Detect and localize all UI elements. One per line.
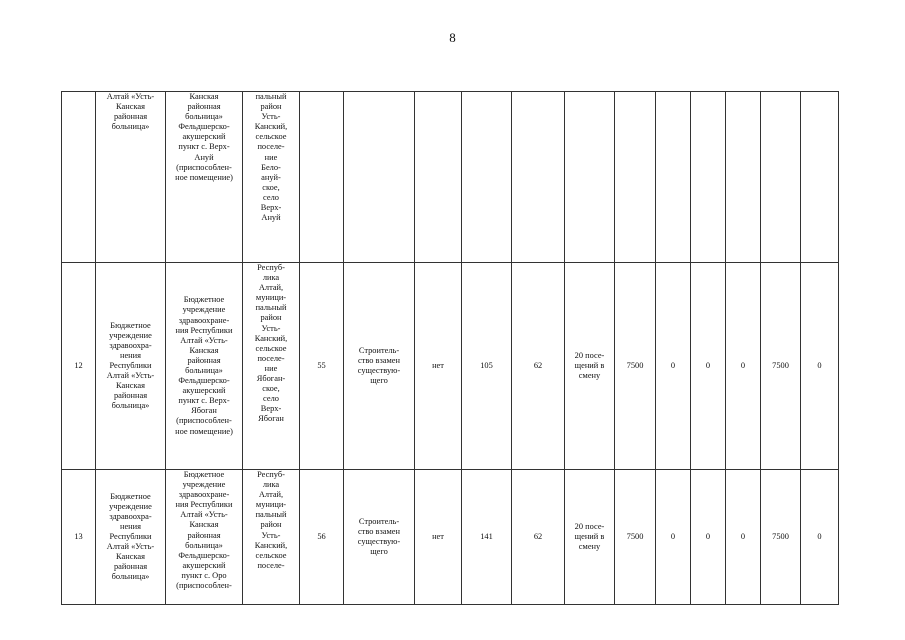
work-type-cell xyxy=(344,92,415,263)
amount-cell xyxy=(656,92,691,263)
docs-cell: нет xyxy=(415,263,462,470)
location-cell: пальный район Усть- Канский, сельское поселе- ние Бело- ануй- ское, село Верх- Ануй xyxy=(243,92,300,263)
table-row xyxy=(62,263,839,470)
amount-cell: 7500 xyxy=(761,470,801,605)
value-cell: 105 xyxy=(462,263,512,470)
location-cell: Респуб- лика Алтай, муници- пальный район Усть- Канский, сельское поселе- ние Ябоган- ское, село Верх- Ябоган xyxy=(243,263,300,470)
object-cell: Канская районная больница» Фельдшерско- акушерский пункт с. Верх- Ануй (приспособлен- ное помещение) xyxy=(166,92,243,263)
value-cell xyxy=(462,92,512,263)
row-number xyxy=(62,92,96,263)
capacity-cell: 20 посе- щений в смену xyxy=(565,263,615,470)
amount-cell: 7500 xyxy=(761,263,801,470)
organization-cell: Алтай «Усть- Канская районная больница» xyxy=(96,92,166,263)
code-cell: 55 xyxy=(300,263,344,470)
docs-cell xyxy=(415,92,462,263)
page-number: 8 xyxy=(449,30,456,45)
row-number: 12 xyxy=(62,263,96,470)
amount-cell: 0 xyxy=(656,470,691,605)
table-row xyxy=(62,92,839,263)
location-cell: Респуб- лика Алтай, муници- пальный район Усть- Канский, сельское поселе- xyxy=(243,470,300,605)
object-cell: Бюджетное учреждение здравоохране- ния Республики Алтай «Усть- Канская районная больница» Фельдшерско- акушерский пункт с. Оро (приспособлен- xyxy=(166,470,243,605)
amount-cell xyxy=(761,92,801,263)
amount-cell: 0 xyxy=(801,470,839,605)
amount-cell: 0 xyxy=(656,263,691,470)
code-cell xyxy=(300,92,344,263)
organization-cell: Бюджетное учреждение здравоохра- нения Республики Алтай «Усть- Канская районная больница» xyxy=(96,263,166,470)
value-cell xyxy=(512,92,565,263)
object-cell: Бюджетное учреждение здравоохране- ния Республики Алтай «Усть- Канская районная больница» Фельдшерско- акушерский пункт с. Верх- Ябоган (приспособлен- ное помещение) xyxy=(166,263,243,470)
data-table xyxy=(61,91,839,605)
amount-cell xyxy=(691,92,726,263)
capacity-cell xyxy=(565,92,615,263)
value-cell: 62 xyxy=(512,470,565,605)
work-type-cell: Строитель- ство взамен существую- щего xyxy=(344,263,415,470)
amount-cell: 0 xyxy=(691,470,726,605)
code-cell: 56 xyxy=(300,470,344,605)
row-number: 13 xyxy=(62,470,96,605)
value-cell: 62 xyxy=(512,263,565,470)
amount-cell: 0 xyxy=(726,470,761,605)
work-type-cell: Строитель- ство взамен существую- щего xyxy=(344,470,415,605)
amount-cell: 0 xyxy=(801,263,839,470)
amount-cell xyxy=(726,92,761,263)
amount-cell: 0 xyxy=(726,263,761,470)
amount-cell: 0 xyxy=(691,263,726,470)
amount-cell: 7500 xyxy=(615,470,656,605)
organization-cell: Бюджетное учреждение здравоохра- нения Республики Алтай «Усть- Канская районная больница» xyxy=(96,470,166,605)
table-row xyxy=(62,470,839,605)
amount-cell: 7500 xyxy=(615,263,656,470)
amount-cell xyxy=(615,92,656,263)
value-cell: 141 xyxy=(462,470,512,605)
docs-cell: нет xyxy=(415,470,462,605)
amount-cell xyxy=(801,92,839,263)
capacity-cell: 20 посе- щений в смену xyxy=(565,470,615,605)
